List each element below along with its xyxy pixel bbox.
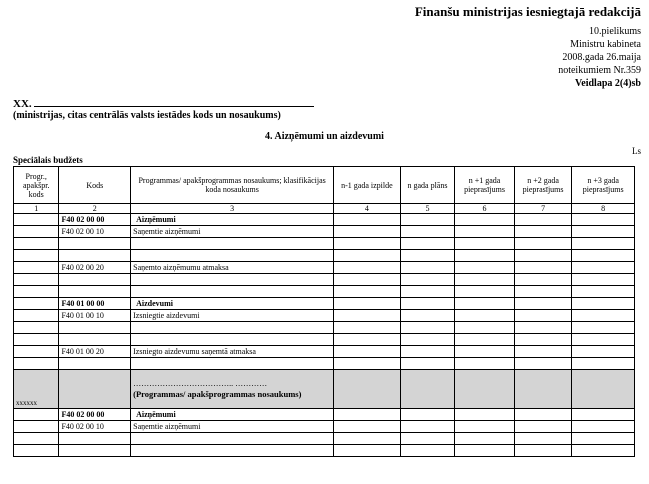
annex-line-date: 2008.gada 26.maija [562,52,641,63]
value-cell[interactable] [514,334,572,346]
value-cell[interactable] [572,310,635,322]
column-number: 8 [572,204,635,214]
value-cell[interactable] [572,433,635,445]
value-cell[interactable] [455,445,515,457]
form-number: Veidlapa 2(4)sb [574,78,641,89]
value-cell[interactable] [455,286,515,298]
value-cell[interactable] [334,322,401,334]
column-header: n +3 gada pieprasījums [572,167,635,204]
name-cell[interactable] [131,274,334,286]
value-cell[interactable] [455,238,515,250]
annex-reference [558,25,641,90]
value-cell[interactable] [455,298,515,310]
org-caption: (ministrijas, citas centrālās valsts iestādes kods un nosaukums) [13,110,281,121]
value-cell[interactable] [334,445,401,457]
table-row [14,274,635,286]
program-row [14,370,635,409]
budget-label: Speciālais budžets [13,155,83,165]
value-cell[interactable] [400,274,455,286]
table-row [14,358,635,370]
value-cell[interactable] [455,358,515,370]
column-number: 5 [400,204,455,214]
table-row [14,322,635,334]
program-code-cell[interactable] [14,262,59,274]
value-cell[interactable] [514,286,572,298]
value-cell[interactable] [572,334,635,346]
name-cell[interactable]: Saņemtie aizņēmumi [131,421,334,433]
name-cell[interactable] [131,445,334,457]
table-row [14,214,635,226]
column-number: 3 [131,204,334,214]
name-cell[interactable]: Saņemto aizņēmumu atmaksa [131,262,334,274]
program-code-cell[interactable] [14,421,59,433]
name-cell[interactable] [131,358,334,370]
value-cell[interactable] [400,334,455,346]
name-cell[interactable]: Aizņēmumi [131,214,334,226]
code-cell[interactable] [59,322,131,334]
value-cell[interactable] [572,409,635,421]
name-cell[interactable] [131,250,334,262]
name-cell[interactable]: Aizdevumi [131,298,334,310]
program-code-cell[interactable] [14,445,59,457]
value-cell[interactable] [572,421,635,433]
value-cell[interactable] [334,214,401,226]
value-cell[interactable] [334,250,401,262]
table-row [14,238,635,250]
value-cell[interactable] [514,358,572,370]
program-code-cell[interactable] [14,238,59,250]
program-code-cell[interactable]: xxxxxx [14,370,59,409]
document-title: Finanšu ministrijas iesniegtajā redakcijā [414,4,641,19]
program-code-cell[interactable] [14,346,59,358]
currency-label: Ls [632,146,641,156]
program-code-cell[interactable] [14,334,59,346]
code-cell[interactable]: F40 02 00 10 [59,421,131,433]
program-caption: (Programmas/ apakšprogrammas nosaukums) [133,389,302,399]
loans-table [13,166,635,457]
value-cell[interactable] [572,298,635,310]
value-cell[interactable] [455,226,515,238]
code-cell[interactable]: F40 01 00 00 [59,298,131,310]
value-cell[interactable] [514,433,572,445]
program-code-cell[interactable] [14,358,59,370]
org-code-field [13,97,314,110]
code-cell[interactable]: F40 02 00 10 [59,226,131,238]
value-cell[interactable] [400,226,455,238]
value-cell[interactable] [572,358,635,370]
value-cell[interactable] [455,346,515,358]
value-cell[interactable] [514,250,572,262]
column-number: 4 [334,204,401,214]
code-cell[interactable] [59,334,131,346]
value-cell[interactable] [455,370,515,409]
value-cell[interactable] [400,310,455,322]
table-row [14,409,635,421]
value-cell[interactable] [400,250,455,262]
value-cell[interactable] [400,286,455,298]
table-row [14,346,635,358]
value-cell[interactable] [334,346,401,358]
program-code-cell[interactable] [14,322,59,334]
value-cell[interactable] [455,250,515,262]
column-header: Kods [59,167,131,204]
value-cell[interactable] [572,286,635,298]
program-code-cell[interactable] [14,214,59,226]
program-code-cell[interactable] [14,409,59,421]
value-cell[interactable] [334,262,401,274]
name-cell[interactable] [131,322,334,334]
value-cell[interactable] [455,310,515,322]
value-cell[interactable] [334,370,401,409]
code-cell[interactable] [59,238,131,250]
name-cell[interactable] [131,238,334,250]
table-row [14,433,635,445]
program-code-cell[interactable] [14,310,59,322]
annex-number: 10.pielikums [589,26,641,37]
column-number: 6 [455,204,515,214]
name-cell[interactable]: Saņemtie aizņēmumi [131,226,334,238]
code-cell[interactable] [59,358,131,370]
value-cell[interactable] [514,226,572,238]
value-cell[interactable] [334,310,401,322]
column-header: n +2 gada pieprasījums [514,167,572,204]
name-cell[interactable] [131,433,334,445]
column-number-row [14,204,635,214]
section-title: 4. Aizņēmumi un aizdevumi [265,131,384,142]
value-cell[interactable] [572,262,635,274]
program-code-cell[interactable] [14,298,59,310]
table-header-row [14,167,635,204]
value-cell[interactable] [455,262,515,274]
value-cell[interactable] [400,409,455,421]
program-code-cell[interactable] [14,250,59,262]
value-cell[interactable] [400,370,455,409]
column-header: n gada plāns [400,167,455,204]
program-code-cell[interactable] [14,226,59,238]
column-header: Progr., apakšpr. kods [14,167,59,204]
table-row [14,310,635,322]
table-row [14,226,635,238]
value-cell[interactable] [514,262,572,274]
value-cell[interactable] [334,433,401,445]
code-cell[interactable]: F40 02 00 20 [59,262,131,274]
name-cell[interactable] [131,370,334,409]
value-cell[interactable] [514,214,572,226]
value-cell[interactable] [514,298,572,310]
code-cell[interactable]: F40 02 00 00 [59,214,131,226]
value-cell[interactable] [334,421,401,433]
name-cell[interactable]: Izsniegtie aizdevumi [131,310,334,322]
value-cell[interactable] [572,445,635,457]
org-prefix: XX. [13,98,32,110]
value-cell[interactable] [572,226,635,238]
value-cell[interactable] [400,346,455,358]
value-cell[interactable] [455,274,515,286]
program-placeholder: ……………………………….. ………… [133,379,268,388]
column-number: 2 [59,204,131,214]
name-cell[interactable] [131,286,334,298]
value-cell[interactable] [572,214,635,226]
column-header: n +1 gada pieprasījums [455,167,515,204]
value-cell[interactable] [572,370,635,409]
annex-line-regulation: noteikumiem Nr.359 [558,65,641,76]
code-cell[interactable]: F40 02 00 00 [59,409,131,421]
code-cell[interactable] [59,250,131,262]
org-fill-line [34,97,314,107]
value-cell[interactable] [334,238,401,250]
value-cell[interactable] [400,421,455,433]
annex-line-cabinet: Ministru kabineta [570,39,641,50]
value-cell[interactable] [514,238,572,250]
name-cell[interactable]: Izsniegto aizdevumu saņemtā atmaksa [131,346,334,358]
table-row [14,334,635,346]
value-cell[interactable] [455,322,515,334]
value-cell[interactable] [400,358,455,370]
value-cell[interactable] [400,214,455,226]
value-cell[interactable] [334,274,401,286]
code-cell[interactable] [59,286,131,298]
value-cell[interactable] [334,286,401,298]
name-cell[interactable]: Aizņēmumi [131,409,334,421]
value-cell[interactable] [514,274,572,286]
table-row [14,421,635,433]
table-row [14,298,635,310]
value-cell[interactable] [514,421,572,433]
table-row [14,286,635,298]
code-cell[interactable] [59,274,131,286]
value-cell[interactable] [572,250,635,262]
value-cell[interactable] [400,238,455,250]
value-cell[interactable] [455,409,515,421]
table-row [14,262,635,274]
value-cell[interactable] [572,322,635,334]
value-cell[interactable] [455,433,515,445]
value-cell[interactable] [400,445,455,457]
program-code-cell[interactable] [14,274,59,286]
value-cell[interactable] [572,346,635,358]
value-cell[interactable] [455,334,515,346]
value-cell[interactable] [514,322,572,334]
column-number: 7 [514,204,572,214]
table-body [14,214,635,457]
table-row [14,250,635,262]
value-cell[interactable] [334,409,401,421]
program-code-cell[interactable] [14,433,59,445]
name-cell[interactable] [131,334,334,346]
column-header: n-1 gada izpilde [334,167,401,204]
value-cell[interactable] [334,358,401,370]
value-cell[interactable] [514,346,572,358]
value-cell[interactable] [572,238,635,250]
code-cell[interactable] [59,445,131,457]
value-cell[interactable] [334,334,401,346]
column-header: Programmas/ apakšprogrammas nosaukums; klasifikācijas koda nosaukums [131,167,334,204]
value-cell[interactable] [514,310,572,322]
value-cell[interactable] [514,370,572,409]
value-cell[interactable] [572,274,635,286]
table-row [14,445,635,457]
code-cell[interactable]: F40 01 00 10 [59,310,131,322]
column-number: 1 [14,204,59,214]
value-cell[interactable] [400,298,455,310]
value-cell[interactable] [400,433,455,445]
value-cell[interactable] [514,445,572,457]
value-cell[interactable] [455,421,515,433]
code-cell[interactable] [59,370,131,409]
code-cell[interactable] [59,433,131,445]
value-cell[interactable] [455,214,515,226]
value-cell[interactable] [400,322,455,334]
value-cell[interactable] [334,226,401,238]
code-cell[interactable]: F40 01 00 20 [59,346,131,358]
value-cell[interactable] [400,262,455,274]
program-code-cell[interactable] [14,286,59,298]
value-cell[interactable] [514,409,572,421]
value-cell[interactable] [334,298,401,310]
